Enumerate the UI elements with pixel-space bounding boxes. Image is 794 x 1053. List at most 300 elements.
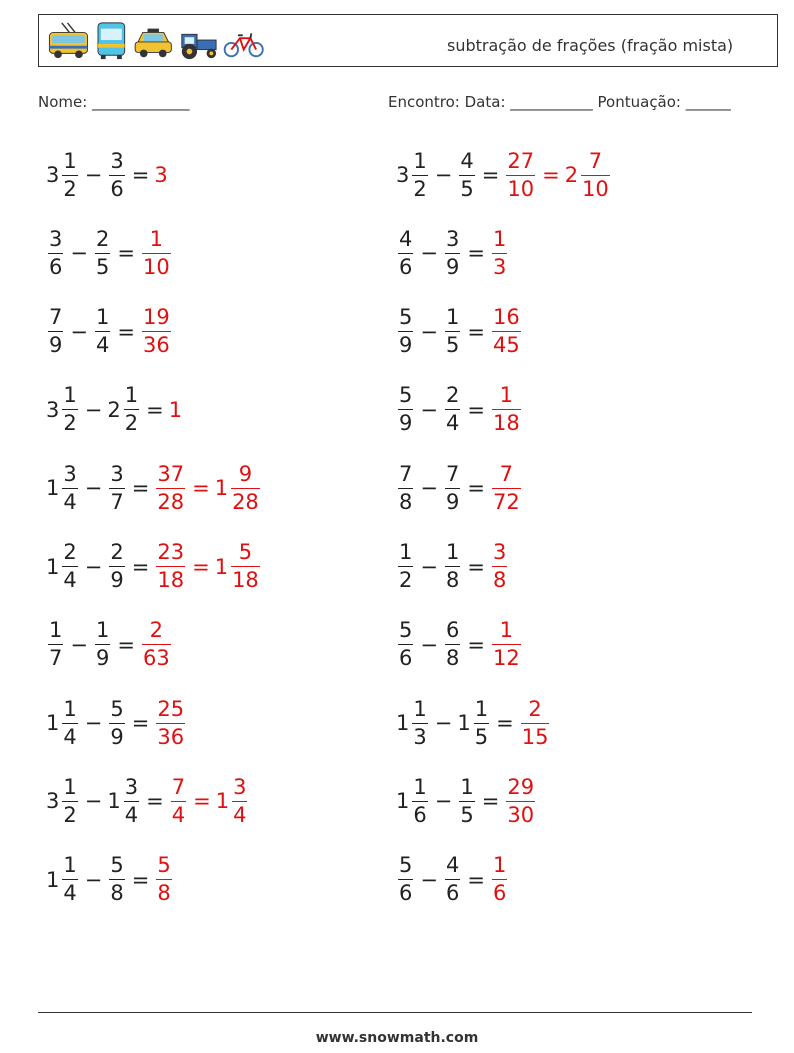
numerator: 1 xyxy=(413,696,427,721)
minuend xyxy=(396,385,415,434)
denominator: 9 xyxy=(110,568,124,592)
fraction xyxy=(142,307,171,356)
whole-number: 1 xyxy=(46,476,60,501)
fraction xyxy=(62,542,77,591)
whole-number: 2 xyxy=(564,163,579,187)
whole-number: 3 xyxy=(396,163,410,187)
equals-sign: = xyxy=(117,632,135,657)
equals-sign: = xyxy=(467,241,485,266)
numerator: 37 xyxy=(157,461,185,486)
header-box xyxy=(38,14,778,67)
fraction xyxy=(95,620,110,669)
minuend xyxy=(396,542,415,591)
fraction xyxy=(142,620,171,669)
minus-sign: − xyxy=(84,789,103,814)
whole-number: 1 xyxy=(46,554,60,579)
denominator: 2 xyxy=(399,568,413,592)
subtrahend xyxy=(443,461,462,514)
problem-17 xyxy=(46,771,249,831)
problem-2 xyxy=(396,145,612,205)
problem-16 xyxy=(396,693,551,753)
numerator: 3 xyxy=(233,774,247,799)
numerator: 1 xyxy=(499,618,514,643)
numerator: 7 xyxy=(499,461,514,486)
whole-number: 1 xyxy=(396,789,410,814)
answer-value xyxy=(140,226,173,279)
answer xyxy=(519,696,552,749)
fraction xyxy=(492,461,521,514)
fraction xyxy=(445,385,460,434)
numerator: 5 xyxy=(238,540,253,564)
subtrahend xyxy=(443,226,462,279)
problem-5 xyxy=(46,302,173,362)
equals-sign: = xyxy=(117,319,135,344)
fraction xyxy=(48,307,63,356)
minuend xyxy=(46,620,65,669)
numerator: 1 xyxy=(95,305,110,330)
equals-sign: = xyxy=(542,163,560,187)
denominator: 28 xyxy=(157,489,185,514)
problem-7 xyxy=(46,380,183,440)
subtrahend xyxy=(457,696,491,749)
minus-sign: − xyxy=(434,163,453,187)
answer xyxy=(154,461,261,514)
fraction xyxy=(445,307,460,356)
denominator: 9 xyxy=(445,254,460,279)
fraction xyxy=(445,855,460,904)
denominator: 6 xyxy=(399,881,413,906)
tractor-icon xyxy=(182,34,216,59)
denominator: 4 xyxy=(63,489,77,514)
numerator: 3 xyxy=(445,226,460,251)
minus-sign: − xyxy=(84,163,103,187)
fraction xyxy=(581,148,610,201)
fraction xyxy=(62,385,77,434)
minuend xyxy=(396,855,415,904)
denominator: 6 xyxy=(492,881,507,906)
answer xyxy=(504,148,611,201)
fraction xyxy=(492,620,521,669)
fraction xyxy=(492,226,507,279)
fraction xyxy=(492,855,507,904)
fraction xyxy=(62,148,77,201)
equals-sign: = xyxy=(146,397,164,422)
equals-sign: = xyxy=(131,711,150,736)
denominator: 45 xyxy=(492,333,520,358)
numerator: 1 xyxy=(492,853,507,878)
fraction xyxy=(459,148,474,201)
denominator: 10 xyxy=(582,176,609,201)
denominator: 72 xyxy=(492,489,520,514)
whole-number: 1 xyxy=(214,554,229,579)
subtrahend xyxy=(107,148,126,201)
minus-sign: − xyxy=(420,554,438,579)
whole-number: 1 xyxy=(46,867,60,892)
denominator: 12 xyxy=(492,646,520,671)
whole-number: 2 xyxy=(107,397,121,422)
fraction xyxy=(95,226,110,279)
answer xyxy=(154,855,173,904)
problem-10 xyxy=(396,458,523,518)
numerator: 9 xyxy=(238,461,253,486)
numerator: 16 xyxy=(492,305,520,330)
equals-sign: = xyxy=(481,789,500,814)
minuend xyxy=(46,148,80,201)
fraction xyxy=(398,542,413,591)
answer xyxy=(490,461,523,514)
answer-value xyxy=(490,461,523,514)
numerator: 1 xyxy=(149,226,164,251)
numerator: 1 xyxy=(124,383,139,408)
answer-value xyxy=(214,461,262,514)
answer-value xyxy=(504,774,537,827)
problem-6 xyxy=(396,302,523,362)
numerator: 3 xyxy=(110,148,124,173)
answer-value xyxy=(490,855,509,904)
fraction xyxy=(398,461,413,514)
numerator: 2 xyxy=(445,383,460,408)
fraction xyxy=(445,620,460,669)
fraction xyxy=(412,148,427,201)
fraction xyxy=(412,774,427,827)
fraction xyxy=(231,542,260,591)
denominator: 5 xyxy=(95,254,110,279)
whole-number: 1 xyxy=(457,711,471,736)
fraction xyxy=(109,542,124,591)
equals-sign: = xyxy=(192,476,210,501)
subtrahend xyxy=(443,385,462,434)
subtrahend xyxy=(107,855,126,904)
denominator: 9 xyxy=(445,489,460,514)
equals-sign: = xyxy=(496,711,514,736)
subtrahend xyxy=(107,461,126,514)
fraction xyxy=(156,542,185,591)
problem-3 xyxy=(46,223,173,283)
denominator: 4 xyxy=(95,333,110,358)
minus-sign: − xyxy=(434,789,453,814)
equals-sign: = xyxy=(467,632,485,657)
numerator: 5 xyxy=(399,618,413,643)
denominator: 4 xyxy=(63,568,77,592)
denominator: 6 xyxy=(399,254,413,279)
subtrahend xyxy=(107,385,141,434)
numerator: 5 xyxy=(110,853,124,878)
problem-15 xyxy=(46,693,187,753)
subtrahend xyxy=(457,774,476,827)
numerator: 5 xyxy=(399,383,413,408)
subtrahend xyxy=(443,307,462,356)
fraction xyxy=(492,307,521,356)
denominator: 6 xyxy=(399,646,413,671)
denominator: 8 xyxy=(157,881,171,906)
denominator: 2 xyxy=(124,411,139,436)
denominator: 10 xyxy=(507,176,535,201)
fraction xyxy=(398,385,413,434)
answer-value xyxy=(154,163,168,187)
problem-9 xyxy=(46,458,262,518)
equals-sign: = xyxy=(146,789,164,814)
fraction xyxy=(445,461,460,514)
answer xyxy=(140,620,173,669)
minus-sign: − xyxy=(420,241,438,266)
answer-value xyxy=(215,774,250,827)
fraction xyxy=(492,542,507,591)
denominator: 3 xyxy=(492,254,507,279)
fraction xyxy=(459,774,474,827)
fraction xyxy=(412,696,427,749)
numerator: 4 xyxy=(445,853,460,878)
minuend xyxy=(46,696,80,749)
minuend xyxy=(396,226,415,279)
answer xyxy=(490,226,509,279)
fraction xyxy=(156,855,171,904)
denominator: 8 xyxy=(445,568,460,592)
numerator: 1 xyxy=(492,226,507,251)
numerator: 6 xyxy=(445,618,460,643)
denominator: 10 xyxy=(142,254,170,279)
denominator: 6 xyxy=(110,176,124,201)
denominator: 6 xyxy=(445,881,460,906)
vehicle-icons xyxy=(43,21,273,61)
denominator: 8 xyxy=(110,881,124,906)
subtrahend xyxy=(107,774,141,827)
numerator: 1 xyxy=(474,696,489,721)
numerator: 2 xyxy=(149,618,164,643)
numerator: 1 xyxy=(445,305,460,330)
minus-sign: − xyxy=(70,319,88,344)
denominator: 7 xyxy=(49,646,63,671)
problem-11 xyxy=(46,537,262,597)
fraction xyxy=(398,307,413,356)
denominator: 5 xyxy=(460,176,474,201)
numerator: 4 xyxy=(399,226,413,251)
fraction xyxy=(398,620,413,669)
answer xyxy=(169,774,250,827)
numerator: 1 xyxy=(63,148,77,173)
numerator: 1 xyxy=(63,383,77,408)
footer-url: www.snowmath.com xyxy=(315,1030,479,1046)
denominator: 7 xyxy=(110,489,124,514)
subtrahend xyxy=(93,620,112,669)
equals-sign: = xyxy=(467,319,485,344)
equals-sign: = xyxy=(467,476,485,501)
problem-18 xyxy=(396,771,537,831)
fraction xyxy=(109,855,124,904)
denominator: 4 xyxy=(63,724,77,749)
fraction xyxy=(156,696,185,749)
answer xyxy=(154,163,168,187)
fraction xyxy=(231,461,260,514)
denominator: 30 xyxy=(507,802,535,827)
denominator: 5 xyxy=(445,333,460,358)
subtrahend xyxy=(443,855,462,904)
minuend xyxy=(46,307,65,356)
numerator: 1 xyxy=(63,774,77,799)
answer-value xyxy=(490,620,523,669)
denominator: 18 xyxy=(157,568,185,592)
taxi-icon xyxy=(135,29,171,58)
problem-8 xyxy=(396,380,523,440)
numerator: 1 xyxy=(95,618,110,643)
minus-sign: − xyxy=(420,319,438,344)
trolleybus-icon xyxy=(49,23,87,58)
numerator: 29 xyxy=(507,774,535,799)
answer-value xyxy=(504,148,537,201)
answer xyxy=(154,542,261,591)
answer-value xyxy=(169,398,183,422)
answer-value xyxy=(154,696,187,749)
numerator: 2 xyxy=(528,696,542,721)
fraction xyxy=(142,226,171,279)
denominator: 2 xyxy=(63,176,77,201)
numerator: 23 xyxy=(157,540,185,564)
answer-value xyxy=(490,542,509,591)
numerator: 7 xyxy=(399,461,413,486)
fraction xyxy=(109,148,124,201)
numerator: 1 xyxy=(460,774,474,799)
problem-20 xyxy=(396,850,509,910)
equals-sign: = xyxy=(117,241,135,266)
minuend xyxy=(396,148,430,201)
minus-sign: − xyxy=(84,711,103,736)
denominator: 15 xyxy=(521,724,549,749)
whole-number: 3 xyxy=(46,163,60,187)
whole-number: 3 xyxy=(154,163,168,187)
numerator: 4 xyxy=(460,148,474,173)
fraction xyxy=(62,774,77,827)
numerator: 7 xyxy=(588,148,603,173)
whole-number: 1 xyxy=(168,397,183,422)
fraction xyxy=(109,461,124,514)
fraction xyxy=(62,461,77,514)
fraction xyxy=(48,226,63,279)
numerator: 1 xyxy=(413,774,427,799)
numerator: 3 xyxy=(492,540,507,564)
denominator: 8 xyxy=(445,646,460,671)
bicycle-icon xyxy=(225,33,263,56)
numerator: 5 xyxy=(399,305,413,330)
numerator: 19 xyxy=(142,305,170,330)
bus-icon xyxy=(98,23,125,59)
numerator: 25 xyxy=(157,696,185,721)
subtrahend xyxy=(93,226,112,279)
fraction xyxy=(445,542,460,591)
minuend xyxy=(396,774,430,827)
numerator: 7 xyxy=(171,774,186,799)
subtrahend xyxy=(107,696,126,749)
answer-value xyxy=(154,542,187,591)
minuend xyxy=(396,620,415,669)
numerator: 2 xyxy=(63,540,77,564)
numerator: 3 xyxy=(124,774,139,799)
fraction xyxy=(232,774,247,827)
denominator: 4 xyxy=(63,881,77,906)
answer xyxy=(140,226,173,279)
problem-19 xyxy=(46,850,174,910)
numerator: 3 xyxy=(110,461,124,486)
minus-sign: − xyxy=(434,711,453,736)
fraction xyxy=(171,774,186,827)
denominator: 8 xyxy=(492,568,507,592)
fraction xyxy=(48,620,63,669)
numerator: 5 xyxy=(110,696,124,721)
answer-value xyxy=(215,542,262,591)
denominator: 9 xyxy=(399,411,413,436)
denominator: 36 xyxy=(157,724,185,749)
problem-13 xyxy=(46,615,173,675)
answer-value xyxy=(490,307,523,356)
denominator: 18 xyxy=(492,411,520,436)
denominator: 18 xyxy=(232,568,259,592)
fraction xyxy=(506,148,535,201)
answer xyxy=(490,307,523,356)
numerator: 27 xyxy=(507,148,535,173)
meeting-score-label: Encontro: Data: ___________ Pontuação: ______ xyxy=(388,93,731,111)
denominator: 8 xyxy=(399,489,413,514)
answer-value xyxy=(490,226,509,279)
answer xyxy=(490,542,509,591)
minus-sign: − xyxy=(420,632,438,657)
denominator: 9 xyxy=(49,333,63,358)
numerator: 3 xyxy=(49,226,63,251)
answer-value xyxy=(154,855,173,904)
problem-4 xyxy=(396,223,509,283)
numerator: 1 xyxy=(413,148,427,173)
fraction xyxy=(124,385,139,434)
answer xyxy=(140,307,173,356)
minus-sign: − xyxy=(84,554,103,579)
numerator: 2 xyxy=(110,540,124,564)
denominator: 4 xyxy=(445,411,460,436)
answer-value xyxy=(140,620,173,669)
fraction xyxy=(109,696,124,749)
subtrahend xyxy=(107,542,126,591)
whole-number: 1 xyxy=(107,789,121,814)
minus-sign: − xyxy=(420,397,438,422)
whole-number: 1 xyxy=(214,476,229,501)
denominator: 2 xyxy=(413,176,427,201)
numerator: 1 xyxy=(63,696,77,721)
denominator: 3 xyxy=(413,724,427,749)
fraction xyxy=(398,855,413,904)
equals-sign: = xyxy=(131,476,150,501)
answer xyxy=(490,385,523,434)
numerator: 1 xyxy=(49,618,63,643)
numerator: 7 xyxy=(445,461,460,486)
numerator: 1 xyxy=(399,540,413,564)
whole-number: 1 xyxy=(396,711,410,736)
answer xyxy=(154,696,187,749)
equals-sign: = xyxy=(467,397,485,422)
denominator: 63 xyxy=(142,646,170,671)
answer xyxy=(490,620,523,669)
denominator: 36 xyxy=(142,333,170,358)
equals-sign: = xyxy=(481,163,500,187)
problem-1 xyxy=(46,145,169,205)
denominator: 9 xyxy=(95,646,110,671)
problem-14 xyxy=(396,615,523,675)
whole-number: 1 xyxy=(215,789,230,814)
fraction xyxy=(95,307,110,356)
minus-sign: − xyxy=(420,867,438,892)
equals-sign: = xyxy=(131,163,150,187)
equals-sign: = xyxy=(467,867,485,892)
denominator: 5 xyxy=(460,802,474,827)
minuend xyxy=(396,696,430,749)
minus-sign: − xyxy=(70,632,88,657)
answer xyxy=(169,398,183,422)
denominator: 2 xyxy=(63,411,77,436)
